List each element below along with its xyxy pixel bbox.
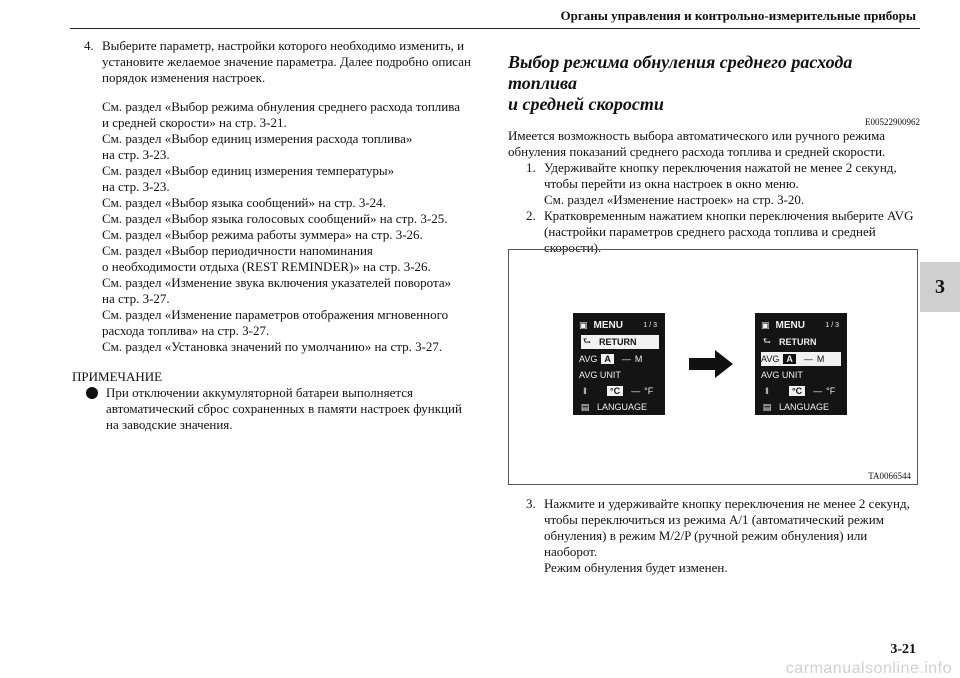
menu-header [761,318,841,332]
intro-text: Имеется возможность выбора автоматического или ручного режима обнуления показаний среднего расхода топлива и средней скорости. [508,128,886,159]
step-4 [72,38,477,86]
cross-reference-line: См. раздел «Установка значений по умолчанию» на стр. 3-27. [102,339,443,354]
right-column [508,38,920,256]
step-3-text: Нажмите и удерживайте кнопку переключения не менее 2 секунд, чтобы переключиться из режима A/1 (автоматический режим обнуления) в режим M/2/P (ручной режим обнуления) или наоборот. [544,496,910,559]
cross-reference-line: См. раздел «Изменение параметров отображения мгновенного [102,307,449,322]
bullet-icon [86,387,98,399]
menu-label: MENU [775,319,805,331]
language-label: LANGUAGE [779,402,830,412]
menu-item-avg-selected[interactable] [761,352,841,366]
cross-reference-line: на стр. 3-27. [102,291,170,306]
menu-item-avg-unit[interactable] [579,368,659,382]
cross-reference-line: См. раздел «Выбор режима работы зуммера» на стр. 3-26. [102,227,423,242]
cross-reference-line: См. раздел «Выбор режима обнуления среднего расхода топлива [102,99,460,114]
arrow-right-icon [689,350,733,378]
menu-label: MENU [593,319,623,331]
cross-reference-line: См. раздел «Выбор периодичности напоминания [102,243,373,258]
page-number: 3-21 [890,642,916,657]
section-heading-line: и средней скорости [508,94,664,114]
cross-reference-line: См. раздел «Изменение звука включения указателей поворота» [102,275,452,290]
cross-reference-line: расхода топлива» на стр. 3-27. [102,323,270,338]
step-2-number: 2. [526,208,536,223]
menu-item-language[interactable] [579,400,659,414]
step-3 [508,496,920,576]
toolbox-icon: ▣ [761,319,770,330]
running-header: Органы управления и контрольно-измерительные приборы [560,8,916,23]
language-icon: ▤ [762,401,772,412]
menu-screen-before [573,313,665,415]
menu-item-return[interactable] [581,335,659,349]
step-4-number: 4. [84,38,94,53]
menu-screen-after [755,313,847,415]
menu-item-return[interactable] [761,335,841,349]
avg-label: AVG [761,354,780,364]
avg-dash: — [621,354,631,364]
return-arrow-icon: ⮑ [582,336,592,346]
menu-item-language[interactable] [761,400,841,414]
avg-unit-label: AVG UNIT [761,370,803,380]
avg-mode-a: A [601,354,614,364]
return-arrow-icon: ⮑ [762,336,772,346]
toolbox-icon: ▣ [579,319,588,330]
cross-reference-line: и средней скорости» на стр. 3-21. [102,115,287,130]
header-divider [70,28,920,29]
thermometer-icon: ‖ [583,386,587,396]
menu-item-temperature[interactable] [579,384,659,398]
steps-list [508,160,920,256]
avg-dash: — [803,354,813,364]
note-item [72,385,477,433]
step-1-reference: См. раздел «Изменение настроек» на стр. 3-20. [544,192,805,207]
step-3-block [508,496,920,576]
temp-unit-f: °F [826,386,836,396]
avg-mode-m: M [634,354,643,364]
section-code: E00522900962 [865,117,920,127]
figure-code: TA0066544 [868,471,911,481]
cross-reference-line: на стр. 3-23. [102,179,170,194]
section-heading [508,52,920,115]
temp-dash: — [631,386,641,396]
chapter-tab[interactable]: 3 [920,262,960,312]
watermark: carmanualsonline.info [785,660,952,677]
page-indicator: 1 / 3 [825,321,839,329]
page-indicator: 1 / 3 [643,321,657,329]
step-2-text: Кратковременным нажатием кнопки переключения выберите AVG (настройки параметров среднего расхода топлива и средней скорости). [544,208,914,255]
thermometer-icon: ‖ [765,386,769,396]
menu-header [579,318,659,332]
return-label: RETURN [779,337,817,347]
menu-item-avg-unit[interactable] [761,368,841,382]
temp-dash: — [813,386,823,396]
step-3-number: 3. [526,496,536,511]
temp-unit-c: °C [789,386,805,396]
step-1-text: Удерживайте кнопку переключения нажатой не менее 2 секунд, чтобы перейти из окна настроек в окно меню. [544,160,897,191]
cross-reference-line: См. раздел «Выбор единиц измерения температуры» [102,163,395,178]
avg-unit-label: AVG UNIT [579,370,621,380]
display-illustration [508,249,918,485]
temp-unit-c: °C [607,386,623,396]
step-4-text: Выберите параметр, настройки которого необходимо изменить, и установите желаемое значение параметра. Далее подробно описан порядок изменения настроек. [102,38,471,85]
cross-reference-line: о необходимости отдыха (REST REMINDER)» на стр. 3-26. [102,259,431,274]
temp-unit-f: °F [644,386,654,396]
cross-reference-line: См. раздел «Выбор единиц измерения расхода топлива» [102,131,413,146]
language-label: LANGUAGE [597,402,648,412]
cross-reference-line: на стр. 3-23. [102,147,170,162]
avg-mode-a: A [783,354,796,364]
step-3-result: Режим обнуления будет изменен. [544,560,728,575]
language-icon: ▤ [580,401,590,412]
avg-mode-m: M [816,354,825,364]
left-column [72,38,477,433]
avg-label: AVG [579,354,598,364]
note-text: При отключении аккумуляторной батареи выполняется автоматический сброс сохраненных в памяти настроек функций на заводские значения. [106,385,462,432]
menu-item-avg[interactable] [579,352,659,366]
return-label: RETURN [599,337,637,347]
cross-reference-list [102,99,477,355]
menu-item-temperature[interactable] [761,384,841,398]
step-1-number: 1. [526,160,536,175]
cross-reference-line: См. раздел «Выбор языка голосовых сообщений» на стр. 3-25. [102,211,448,226]
section-heading-line: Выбор режима обнуления среднего расхода топлива [508,52,853,93]
note-title: ПРИМЕЧАНИЕ [72,369,163,384]
step-1 [508,160,920,208]
cross-reference-line: См. раздел «Выбор языка сообщений» на стр. 3-24. [102,195,386,210]
